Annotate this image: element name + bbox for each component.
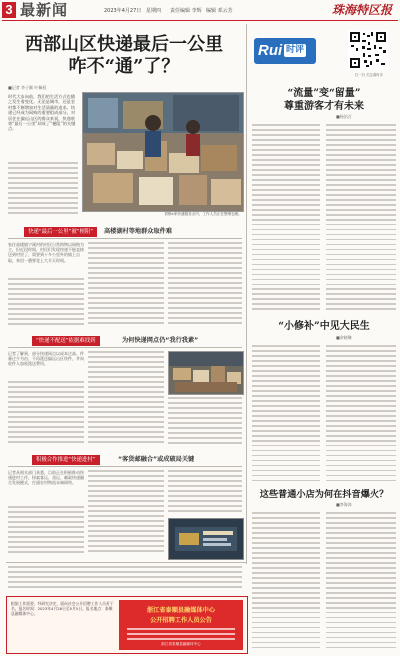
right-article-2-col2-lines bbox=[326, 345, 396, 483]
right-article-1-col2-lines bbox=[326, 124, 396, 314]
editor-credit: 责任编辑 李辉 bbox=[170, 8, 202, 14]
right-article-2-col1-lines bbox=[252, 345, 320, 483]
section-a-rule bbox=[8, 238, 242, 239]
section-b-tag: “快递不配送”依据难找到 bbox=[32, 336, 100, 346]
right-article-3-col1-lines bbox=[252, 512, 320, 652]
section-c-col3-lines bbox=[168, 470, 242, 514]
section-a-subtitle: 高楼湖村等地群众取件难 bbox=[104, 228, 173, 235]
right-article-2-title: “小修补”中见大民生 bbox=[278, 321, 370, 332]
right-article-2-byline: ■余晓琳 bbox=[336, 335, 352, 340]
section-b-subtitle: 为何快递网点仍“我行我素” bbox=[122, 337, 199, 344]
lead-headline-line2: 咋不“通”了？ bbox=[68, 56, 180, 77]
bottom-ad-title-line2: 公开招聘工作人员公告 bbox=[150, 617, 212, 624]
section-b-col2-lines bbox=[88, 351, 164, 449]
right-article-1-title-line1: “流量”变“留量” bbox=[287, 88, 361, 99]
right-article-3-title: 这些普通小店为何在抖音爆火？ bbox=[259, 489, 389, 500]
lead-photo bbox=[82, 92, 244, 212]
section-c-col2-lines bbox=[88, 470, 164, 558]
right-article-1-byline: ■杨治召 bbox=[336, 114, 352, 119]
lead-photo-caption: 供销e家快递服务点内，工作人员正在整理包裹。 bbox=[164, 212, 242, 216]
rui-logo-sub: 时评 bbox=[286, 45, 305, 55]
bottom-ad-text: 根据工作需要，经研究决定，面向社会公开招聘工作人员若干名。报名时间：2023年4月28日至5月5日。报名地点：泰顺县融媒体中心。 bbox=[11, 601, 114, 616]
section-c-subtitle: “客货邮融合”或成破局关键 bbox=[118, 456, 195, 463]
paper-logo: 珠海特区报 bbox=[332, 3, 393, 17]
masthead-rule bbox=[2, 20, 398, 21]
section-name: 最新闻 bbox=[20, 1, 69, 19]
lead-byline: ■记者 李子颖 叶佩权 bbox=[8, 85, 47, 90]
bottom-ad-panel bbox=[119, 600, 243, 650]
section-b-rule bbox=[8, 347, 242, 348]
issue-weekday: 星期四 bbox=[146, 8, 162, 14]
qr-caption: 扫一扫 关注睿时评 bbox=[354, 73, 384, 77]
section-c-graphic bbox=[168, 518, 244, 560]
section-a-col2-lines bbox=[88, 242, 164, 330]
lead-headline-line1: 西部山区快递最后一公里 bbox=[25, 34, 223, 55]
page-number-badge: 3 bbox=[2, 2, 16, 18]
issue-date: 2023年4月27日 bbox=[104, 8, 142, 14]
section-b-text: 记者了解到，部分快递网点以成本过高、件量过少为由，不再派送偏远山区快件，并向收件人加收派送费用。 bbox=[8, 351, 84, 367]
section-c-text: 记者从相关部门获悉，目前正在积极推动快递进村工作，探索客运、货运、邮政快递融合发展模式，打通农村物流末端网络。 bbox=[8, 470, 84, 486]
section-b-col3-lines bbox=[168, 397, 242, 449]
bottom-ad-panel-lines bbox=[127, 628, 235, 642]
right-article-1-title-line2: 尊重游客才有未来 bbox=[284, 101, 364, 112]
right-article-3-byline: ■李海涛 bbox=[336, 502, 352, 507]
lead-intro-lines bbox=[8, 162, 78, 218]
lead-intro-text: 时代大步向前，我们的生活方式也随之发生着变化。无论是城市，还是农村都不断增加对生活质量的追求。快递已经成为网购的重要组成部分。对居住在偏远山区的群众来说，快递收寄“最后一公里”却成了“梗阻”的关键点。 bbox=[8, 94, 76, 132]
bottom-ad-title-line1: 浙江省泰顺县融媒体中心 bbox=[146, 607, 216, 614]
designer-credit: 编辑 邓云芳 bbox=[206, 8, 233, 14]
section-c-rule bbox=[8, 466, 242, 467]
section-b-photo bbox=[168, 351, 244, 395]
rui-logo-text: Rui bbox=[258, 42, 283, 59]
right-article-3-col2-lines bbox=[326, 512, 396, 652]
bottom-ad bbox=[6, 596, 248, 654]
bottom-ad-footer: 浙江省泰顺县融媒体中心 bbox=[161, 642, 201, 646]
section-a-tag: 快递“最后一公里”被“梗阻” bbox=[24, 227, 97, 237]
rui-logo bbox=[254, 38, 316, 64]
section-c-tag: 积极合作推进“快递进村” bbox=[32, 455, 100, 465]
bottom-left-dense-lines bbox=[8, 566, 242, 592]
section-a-text: 家住高楼镇宁溪村的村民日常购物以网购为主，但近段时间，村民们发现快递不能直接送到村里了，需要到十多公里外的镇上自取，来回一趟要花上大半天时间。 bbox=[8, 242, 84, 263]
rui-ad-box bbox=[252, 30, 396, 80]
bottom-rule bbox=[6, 562, 246, 563]
section-c-col1-lines bbox=[8, 506, 84, 558]
section-b-col1-lines bbox=[8, 381, 84, 449]
section-a-col3-lines bbox=[168, 242, 242, 330]
column-divider bbox=[246, 24, 247, 564]
right-article-1-col1-lines bbox=[252, 124, 320, 314]
section-a-col1-lines bbox=[8, 278, 84, 330]
masthead bbox=[0, 0, 400, 22]
qr-code-icon bbox=[348, 30, 388, 70]
